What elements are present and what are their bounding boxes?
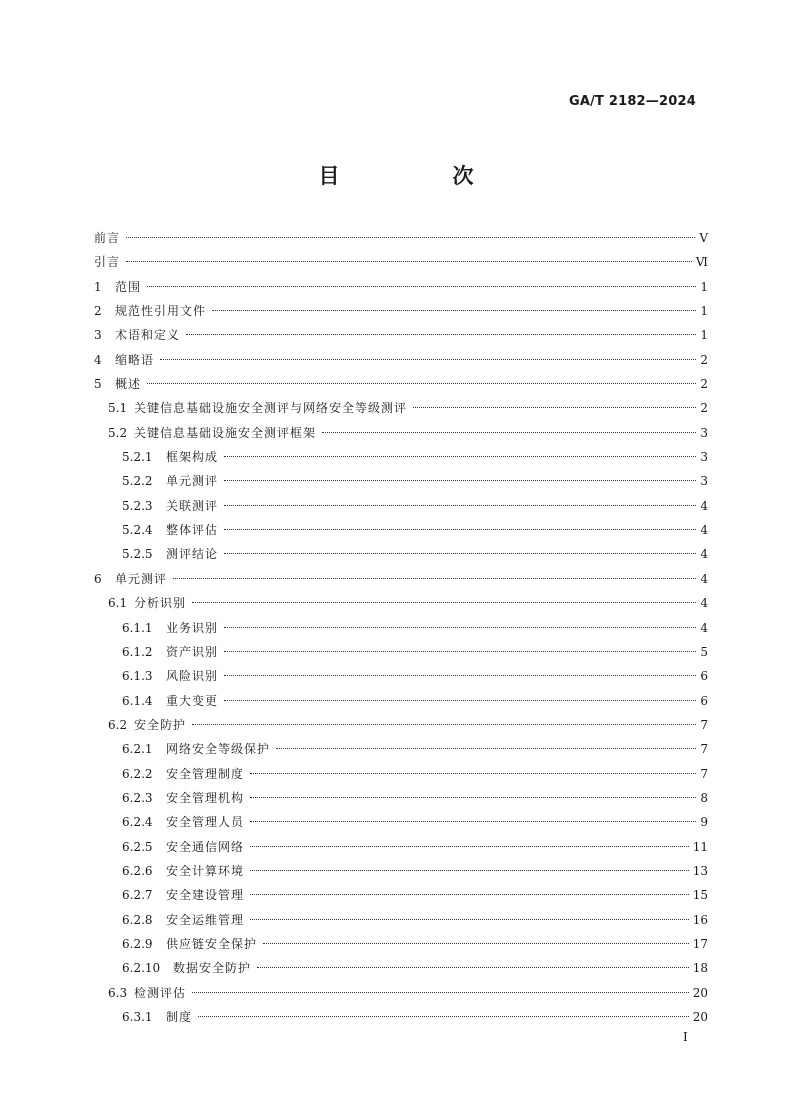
toc-entry-page: Ⅵ xyxy=(695,255,708,270)
toc-entry-number: 6.2.7 xyxy=(122,888,153,903)
dot-leader xyxy=(192,992,689,993)
toc-entry[interactable] xyxy=(94,859,708,883)
toc-entry-page: 1 xyxy=(700,304,708,319)
toc-entry[interactable] xyxy=(94,981,708,1005)
toc-entry-number: 5 xyxy=(94,377,102,392)
toc-entry-number: 6.2.10 xyxy=(122,961,161,976)
toc-entry[interactable] xyxy=(94,275,708,299)
toc-entry-text: 安全计算环境 xyxy=(166,863,245,878)
toc-entry-text: 测评结论 xyxy=(166,547,219,562)
toc-entry-number: 6.1.4 xyxy=(122,693,153,708)
toc-entry[interactable] xyxy=(94,396,708,420)
toc-entry-text: 检测评估 xyxy=(134,985,187,1000)
toc-entry-page: Ⅴ xyxy=(699,231,708,245)
toc-entry-text: 分析识别 xyxy=(134,596,187,611)
toc-entry[interactable] xyxy=(94,542,708,566)
toc-entry-text: 业务识别 xyxy=(166,620,219,635)
dot-leader xyxy=(198,1016,689,1017)
toc-entry-number: 6.1.3 xyxy=(122,669,153,684)
toc-entry-text: 安全管理机构 xyxy=(166,790,245,805)
toc-entry[interactable] xyxy=(94,835,708,859)
table-of-contents xyxy=(94,226,708,1029)
toc-entry[interactable] xyxy=(94,323,708,347)
dot-leader xyxy=(186,334,696,335)
toc-entry[interactable] xyxy=(94,348,708,372)
toc-entry-number: 6.2.5 xyxy=(122,839,153,854)
toc-entry-page: 3 xyxy=(700,425,708,440)
toc-entry-page: 3 xyxy=(700,474,708,489)
toc-entry-number: 6.1.2 xyxy=(122,644,153,659)
toc-entry-page: 9 xyxy=(700,815,708,830)
toc-entry-number: 6.3 xyxy=(108,985,128,1000)
toc-entry-number: 6.2.1 xyxy=(122,742,153,757)
toc-entry-text: 风险识别 xyxy=(166,669,219,684)
toc-entry-text: 安全通信网络 xyxy=(166,839,245,854)
dot-leader xyxy=(160,359,696,360)
toc-entry-page: 4 xyxy=(700,498,708,513)
toc-entry-page: 7 xyxy=(700,717,708,732)
toc-entry[interactable] xyxy=(94,299,708,323)
dot-leader xyxy=(192,602,696,603)
toc-entry-text: 整体评估 xyxy=(166,523,219,538)
dot-leader xyxy=(224,553,696,554)
toc-entry-page: 16 xyxy=(692,912,708,927)
toc-entry-page: 6 xyxy=(700,669,708,684)
toc-entry[interactable] xyxy=(94,737,708,761)
toc-entry[interactable] xyxy=(94,713,708,737)
toc-entry-number: 1 xyxy=(94,279,102,294)
toc-entry-page: 20 xyxy=(692,985,708,1000)
toc-entry-page: 15 xyxy=(692,888,708,903)
toc-entry-text: 前言 xyxy=(94,231,121,245)
dot-leader xyxy=(126,261,692,262)
toc-entry-page: 4 xyxy=(700,620,708,635)
dot-leader xyxy=(224,456,696,457)
toc-entry-page: 4 xyxy=(700,523,708,538)
toc-entry-text: 规范性引用文件 xyxy=(115,304,207,319)
toc-entry-text: 安全运维管理 xyxy=(166,912,245,927)
toc-entry-page: 4 xyxy=(700,571,708,586)
toc-entry-text: 数据安全防护 xyxy=(173,961,252,976)
toc-entry-page: 7 xyxy=(700,742,708,757)
dot-leader xyxy=(173,578,696,579)
toc-entry-number: 5.2.1 xyxy=(122,450,153,465)
toc-entry-number: 6.1 xyxy=(108,596,128,611)
toc-entry-page: 2 xyxy=(700,377,708,392)
toc-entry-number: 6 xyxy=(94,571,102,586)
toc-entry[interactable] xyxy=(94,445,708,469)
toc-entry-text: 单元测评 xyxy=(166,474,219,489)
toc-entry[interactable] xyxy=(94,226,708,250)
dot-leader xyxy=(263,943,689,944)
toc-entry-page: 13 xyxy=(692,863,708,878)
toc-entry-text: 重大变更 xyxy=(166,693,219,708)
dot-leader xyxy=(224,627,696,628)
toc-entry[interactable] xyxy=(94,1005,708,1029)
toc-entry-number: 5.1 xyxy=(108,401,128,416)
dot-leader xyxy=(224,651,696,652)
toc-entry-number: 5.2.3 xyxy=(122,498,153,513)
toc-entry-page: 6 xyxy=(700,693,708,708)
toc-entry-text: 供应链安全保护 xyxy=(166,936,258,951)
toc-entry-number: 3 xyxy=(94,328,102,343)
dot-leader xyxy=(250,870,689,871)
toc-entry[interactable] xyxy=(94,810,708,834)
toc-title: 目 次 xyxy=(318,164,520,188)
toc-entry[interactable] xyxy=(94,616,708,640)
toc-entry-text: 资产识别 xyxy=(166,644,219,659)
dot-leader xyxy=(250,773,696,774)
toc-entry-number: 6.2.2 xyxy=(122,766,153,781)
toc-entry-page: 11 xyxy=(692,839,708,854)
dot-leader xyxy=(257,967,689,968)
toc-entry-page: 17 xyxy=(692,936,708,951)
dot-leader xyxy=(212,310,696,311)
toc-entry[interactable] xyxy=(94,469,708,493)
toc-entry-page: 5 xyxy=(700,644,708,659)
toc-entry[interactable] xyxy=(94,908,708,932)
toc-entry-text: 安全建设管理 xyxy=(166,888,245,903)
toc-entry-text: 概述 xyxy=(115,377,142,392)
toc-entry-text: 制度 xyxy=(166,1010,193,1024)
toc-entry-page: 3 xyxy=(700,450,708,465)
toc-entry[interactable] xyxy=(94,372,708,396)
toc-entry-number: 6.2.9 xyxy=(122,936,153,951)
toc-entry-text: 关联测评 xyxy=(166,498,219,513)
toc-entry-text: 引言 xyxy=(94,255,121,270)
dot-leader xyxy=(224,675,696,676)
toc-entry[interactable] xyxy=(94,494,708,518)
toc-entry-text: 关键信息基础设施安全测评框架 xyxy=(134,425,317,440)
toc-entry-number: 6.2 xyxy=(108,717,128,732)
dot-leader xyxy=(250,846,689,847)
toc-entry-text: 关键信息基础设施安全测评与网络安全等级测评 xyxy=(134,401,408,416)
toc-entry-number: 5.2.4 xyxy=(122,523,153,538)
standard-code: GA/T 2182—2024 xyxy=(568,94,696,109)
toc-entry-text: 安全防护 xyxy=(134,717,187,732)
toc-entry-text: 范围 xyxy=(115,279,142,294)
toc-entry-number: 5.2.2 xyxy=(122,474,153,489)
toc-entry-number: 6.2.6 xyxy=(122,863,153,878)
toc-entry[interactable] xyxy=(94,421,708,445)
toc-entry-number: 5.2 xyxy=(108,425,128,440)
toc-entry[interactable] xyxy=(94,591,708,615)
toc-entry-number: 6.3.1 xyxy=(122,1010,153,1024)
toc-entry-number: 6.2.8 xyxy=(122,912,153,927)
toc-entry[interactable] xyxy=(94,518,708,542)
dot-leader xyxy=(250,919,689,920)
dot-leader xyxy=(322,432,696,433)
toc-entry-number: 6.2.4 xyxy=(122,815,153,830)
dot-leader xyxy=(250,821,696,822)
dot-leader xyxy=(413,407,696,408)
dot-leader xyxy=(126,237,695,238)
toc-entry-number: 5.2.5 xyxy=(122,547,153,562)
toc-entry-page: 18 xyxy=(692,961,708,976)
dot-leader xyxy=(192,724,696,725)
toc-entry-page: 7 xyxy=(700,766,708,781)
toc-entry-text: 框架构成 xyxy=(166,450,219,465)
toc-entry-text: 术语和定义 xyxy=(115,328,181,343)
toc-entry-page: 8 xyxy=(700,790,708,805)
toc-entry-page: 2 xyxy=(700,352,708,367)
dot-leader xyxy=(224,529,696,530)
toc-entry-page: 4 xyxy=(700,596,708,611)
toc-entry[interactable] xyxy=(94,250,708,274)
toc-entry[interactable] xyxy=(94,640,708,664)
toc-entry[interactable] xyxy=(94,786,708,810)
dot-leader xyxy=(250,894,689,895)
toc-entry[interactable] xyxy=(94,762,708,786)
dot-leader xyxy=(224,700,696,701)
dot-leader xyxy=(224,505,696,506)
toc-entry[interactable] xyxy=(94,567,708,591)
toc-entry[interactable] xyxy=(94,883,708,907)
page-number: Ⅰ xyxy=(683,1030,688,1044)
toc-entry-text: 缩略语 xyxy=(115,352,155,367)
dot-leader xyxy=(224,480,696,481)
toc-entry-number: 6.1.1 xyxy=(122,620,153,635)
toc-entry-page: 1 xyxy=(700,279,708,294)
toc-entry[interactable] xyxy=(94,956,708,980)
toc-entry[interactable] xyxy=(94,689,708,713)
toc-entry-page: 2 xyxy=(700,401,708,416)
toc-entry-text: 安全管理制度 xyxy=(166,766,245,781)
toc-entry-number: 6.2.3 xyxy=(122,790,153,805)
dot-leader xyxy=(147,383,696,384)
toc-entry-text: 网络安全等级保护 xyxy=(166,742,271,757)
toc-entry[interactable] xyxy=(94,664,708,688)
dot-leader xyxy=(250,797,696,798)
toc-entry[interactable] xyxy=(94,932,708,956)
toc-entry-page: 1 xyxy=(700,328,708,343)
toc-entry-page: 4 xyxy=(700,547,708,562)
dot-leader xyxy=(276,748,696,749)
toc-entry-number: 2 xyxy=(94,304,102,319)
toc-entry-number: 4 xyxy=(94,352,102,367)
dot-leader xyxy=(147,286,696,287)
toc-entry-text: 安全管理人员 xyxy=(166,815,245,830)
toc-entry-page: 20 xyxy=(692,1010,708,1024)
toc-entry-text: 单元测评 xyxy=(115,571,168,586)
